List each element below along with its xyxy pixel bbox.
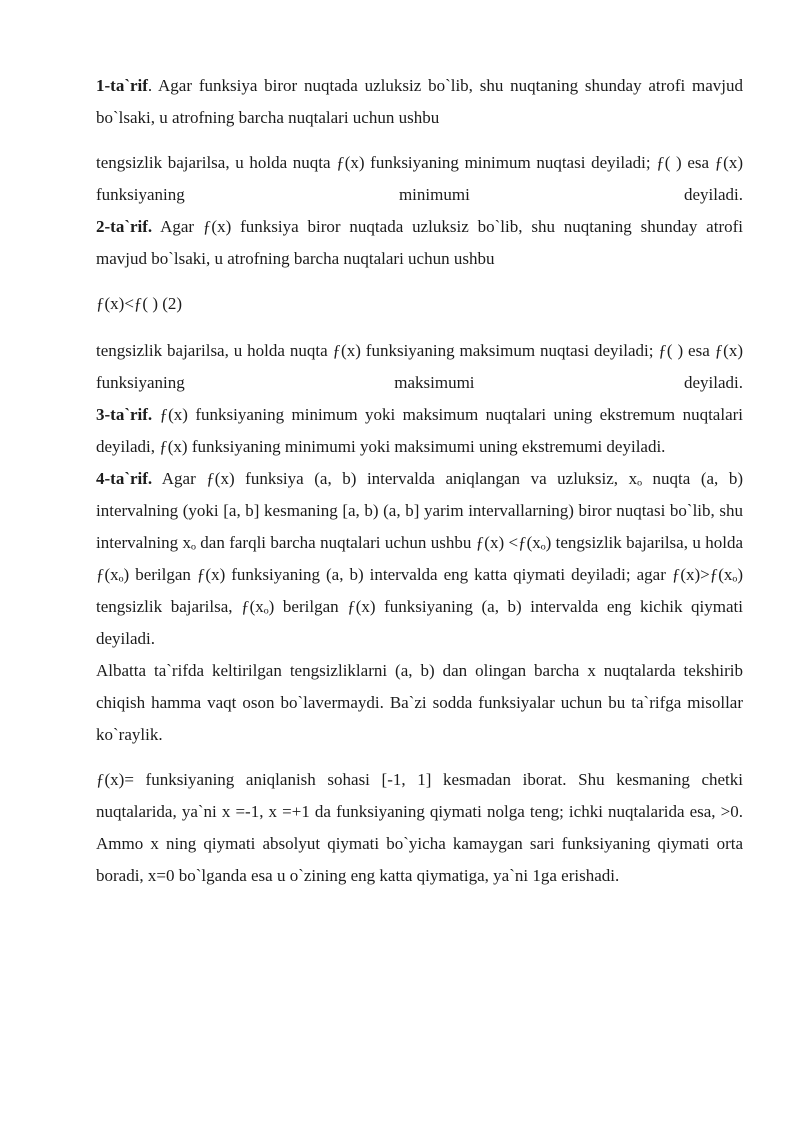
example-paragraph: ƒ(x)= funksiyaning aniqlanish sohasi [-1, 1] kesmadan iborat. Shu kesmaning chetki nuqtalarida, ya`ni x =-1, x =+1 da funksiyaning qiymati nolga teng; ichki nuqtalarida esa, >0. Ammo x ning qiymati absolyut qiymati bo`yicha kamaygan sari funksiyaning qiymati orta boradi, x=0 bo`lganda esa u o`zining eng katta qiymatiga, ya`ni 1ga erishadi. bbox=[96, 770, 743, 885]
definition-4-text: Agar ƒ(x) funksiya (a, b) intervalda aniqlangan va uzluksiz, xₒ nuqta (a, b) intervalning (yoki [a, b] kesmaning [a, b) (a, b] yarim intervallarning) biror nuqtasi bo`lib, shu intervalning xₒ dan farqli barcha nuqtalari uchun ushbu ƒ(x) <ƒ(xₒ) tengsizlik bajarilsa, u holda ƒ(xₒ) berilgan ƒ(x) funksiyaning (a, b) intervalda eng katta qiymati deyiladi; agar ƒ(x)>ƒ(xₒ) tengsizlik bajarilsa, ƒ(xₒ) berilgan ƒ(x) funksiyaning (a, b) intervalda eng kichik qiymati deyiladi. bbox=[96, 469, 743, 648]
definition-2-paragraph bbox=[96, 211, 743, 275]
definition-3-text: ƒ(x) funksiyaning minimum yoki maksimum nuqtalari uning ekstremum nuqtalari deyiladi, ƒ(x) funksiyaning minimumi yoki maksimumi uning ekstremumi deyiladi. bbox=[96, 405, 743, 456]
remark-paragraph: Albatta ta`rifda keltirilgan tengsizliklarni (a, b) dan olingan barcha x nuqtalarda tekshirib chiqish hamma vaqt oson bo`lavermaydi. Ba`zi sodda funksiyalar uchun bu ta`rifga misollar ko`raylik. bbox=[96, 661, 743, 744]
definition-2-text: Agar ƒ(x) funksiya biror nuqtada uzluksiz bo`lib, shu nuqtaning shunday atrofi mavjud bo`lsaki, u atrofning barcha nuqtalari uchun ushbu bbox=[96, 217, 743, 268]
definition-1-text: . Agar funksiya biror nuqtada uzluksiz bo`lib, shu nuqtaning shunday atrofi mavjud bo`lsaki, u atrofning barcha nuqtalari uchun ushbu bbox=[96, 76, 743, 127]
document-page bbox=[96, 70, 743, 892]
definition-2-term: 2-ta`rif. bbox=[96, 217, 153, 236]
definition-3-term: 3-ta`rif. bbox=[96, 405, 153, 424]
maximum-conclusion-paragraph: tengsizlik bajarilsa, u holda nuqta ƒ(x) funksiyaning maksimum nuqtasi deyiladi; ƒ( ) esa ƒ(x) funksiyaning maksimumi deyiladi. bbox=[96, 341, 743, 392]
definition-1-term: 1-ta`rif bbox=[96, 76, 148, 95]
inequality-2: ƒ(x)<ƒ( ) (2) bbox=[96, 294, 183, 313]
definition-3-paragraph bbox=[96, 399, 743, 463]
minimum-conclusion-paragraph: tengsizlik bajarilsa, u holda nuqta ƒ(x) funksiyaning minimum nuqtasi deyiladi; ƒ( ) esa ƒ(x) funksiyaning minimumi deyiladi. bbox=[96, 153, 743, 204]
definition-1-paragraph bbox=[96, 70, 743, 134]
definition-4-paragraph bbox=[96, 463, 743, 655]
definition-4-term: 4-ta`rif. bbox=[96, 469, 153, 488]
